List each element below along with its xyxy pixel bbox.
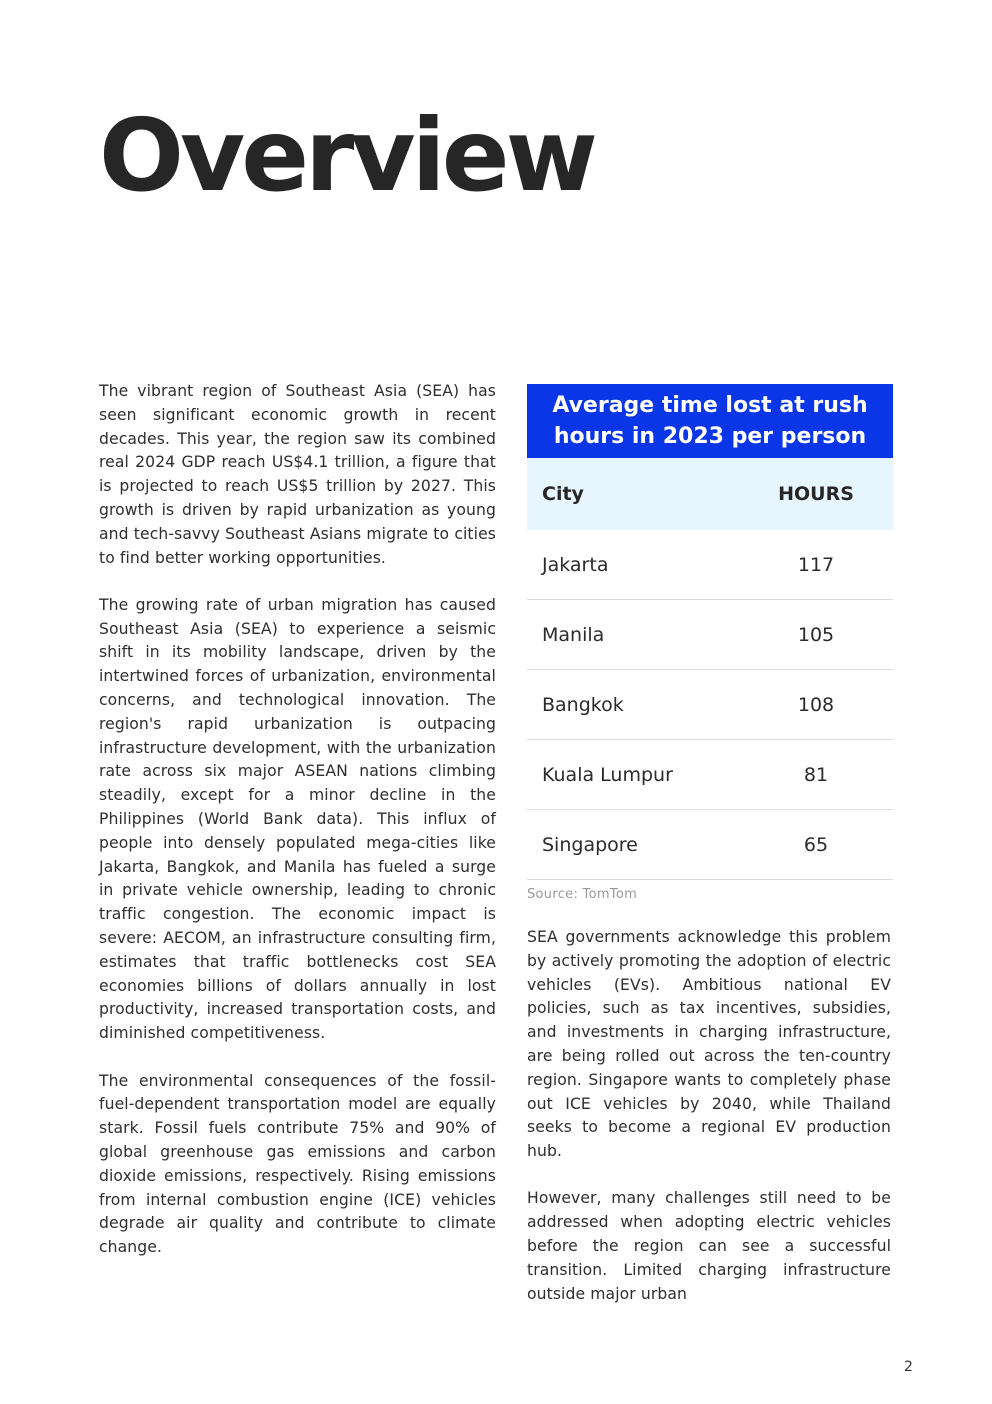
page-title: Overview — [99, 97, 595, 214]
hours-cell: 108 — [797, 693, 835, 716]
table-column-header — [527, 458, 893, 530]
column-header-hours: HOURS — [778, 483, 854, 505]
city-cell: Jakarta — [542, 553, 609, 576]
hours-cell: 117 — [797, 553, 835, 576]
table-title: Average time lost at rush hours in 2023 per person — [527, 384, 893, 458]
table-row — [527, 810, 893, 880]
paragraph: However, many challenges still need to be addressed when adopting electric vehicles before the region can see a successful transition. Limited charging infrastructure outside major urban — [527, 1189, 891, 1303]
city-cell: Bangkok — [542, 693, 624, 716]
column-header-city: City — [542, 483, 584, 505]
hours-cell: 81 — [803, 763, 829, 786]
city-cell: Kuala Lumpur — [542, 763, 673, 786]
left-column — [99, 380, 496, 1283]
table-row — [527, 740, 893, 810]
page-number: 2 — [904, 1359, 913, 1375]
hours-cell: 105 — [797, 623, 835, 646]
paragraph: SEA governments acknowledge this problem by actively promoting the adoption of electric vehicles (EVs). Ambitious national EV policies, such as tax incentives, subsidies, and investments in charging infrastructure, are being rolled out across the ten-country region. Singapore wants to completely phase out ICE vehicles by 2040, while Thailand seeks to become a regional EV production hub. — [527, 928, 891, 1161]
paragraph: The growing rate of urban migration has caused Southeast Asia (SEA) to experience a seismic shift in its mobility landscape, driven by the intertwined forces of urbanization, environmental concerns, and technological innovation. The region's rapid urbanization is outpacing infrastructure development, with the urbanization rate across six major ASEAN nations climbing steadily, except for a minor decline in the Philippines (World Bank data). This influx of people into densely populated mega-cities like Jakarta, Bangkok, and Manila has fueled a surge in private vehicle ownership, leading to chronic traffic congestion. The economic impact is severe: AECOM, an infrastructure consulting firm, estimates that traffic bottlenecks cost SEA economies billions of dollars annually in lost productivity, increased transportation costs, and diminished competitiveness. — [99, 595, 496, 1043]
table-row — [527, 530, 893, 600]
table-source: Source: TomTom — [527, 887, 638, 902]
table-row — [527, 600, 893, 670]
city-cell: Manila — [542, 623, 605, 646]
right-column — [527, 926, 891, 1330]
rush-hour-table — [527, 384, 893, 880]
table-row — [527, 670, 893, 740]
paragraph: The environmental consequences of the fossil-fuel-dependent transportation model are equally stark. Fossil fuels contribute 75% and 90% of global greenhouse gas emissions and carbon dioxide emissions, respectively. Rising emissions from internal combustion engine (ICE) vehicles degrade air quality and contribute to climate change. — [99, 1071, 496, 1257]
city-cell: Singapore — [542, 833, 638, 856]
hours-cell: 65 — [803, 833, 829, 856]
paragraph: The vibrant region of Southeast Asia (SEA) has seen significant economic growth in recent decades. This year, the region saw its combined real 2024 GDP reach US$4.1 trillion, a figure that is projected to reach US$5 trillion by 2027. This growth is driven by rapid urbanization as young and tech-savvy Southeast Asians migrate to cities to find better working opportunities. — [99, 382, 496, 567]
